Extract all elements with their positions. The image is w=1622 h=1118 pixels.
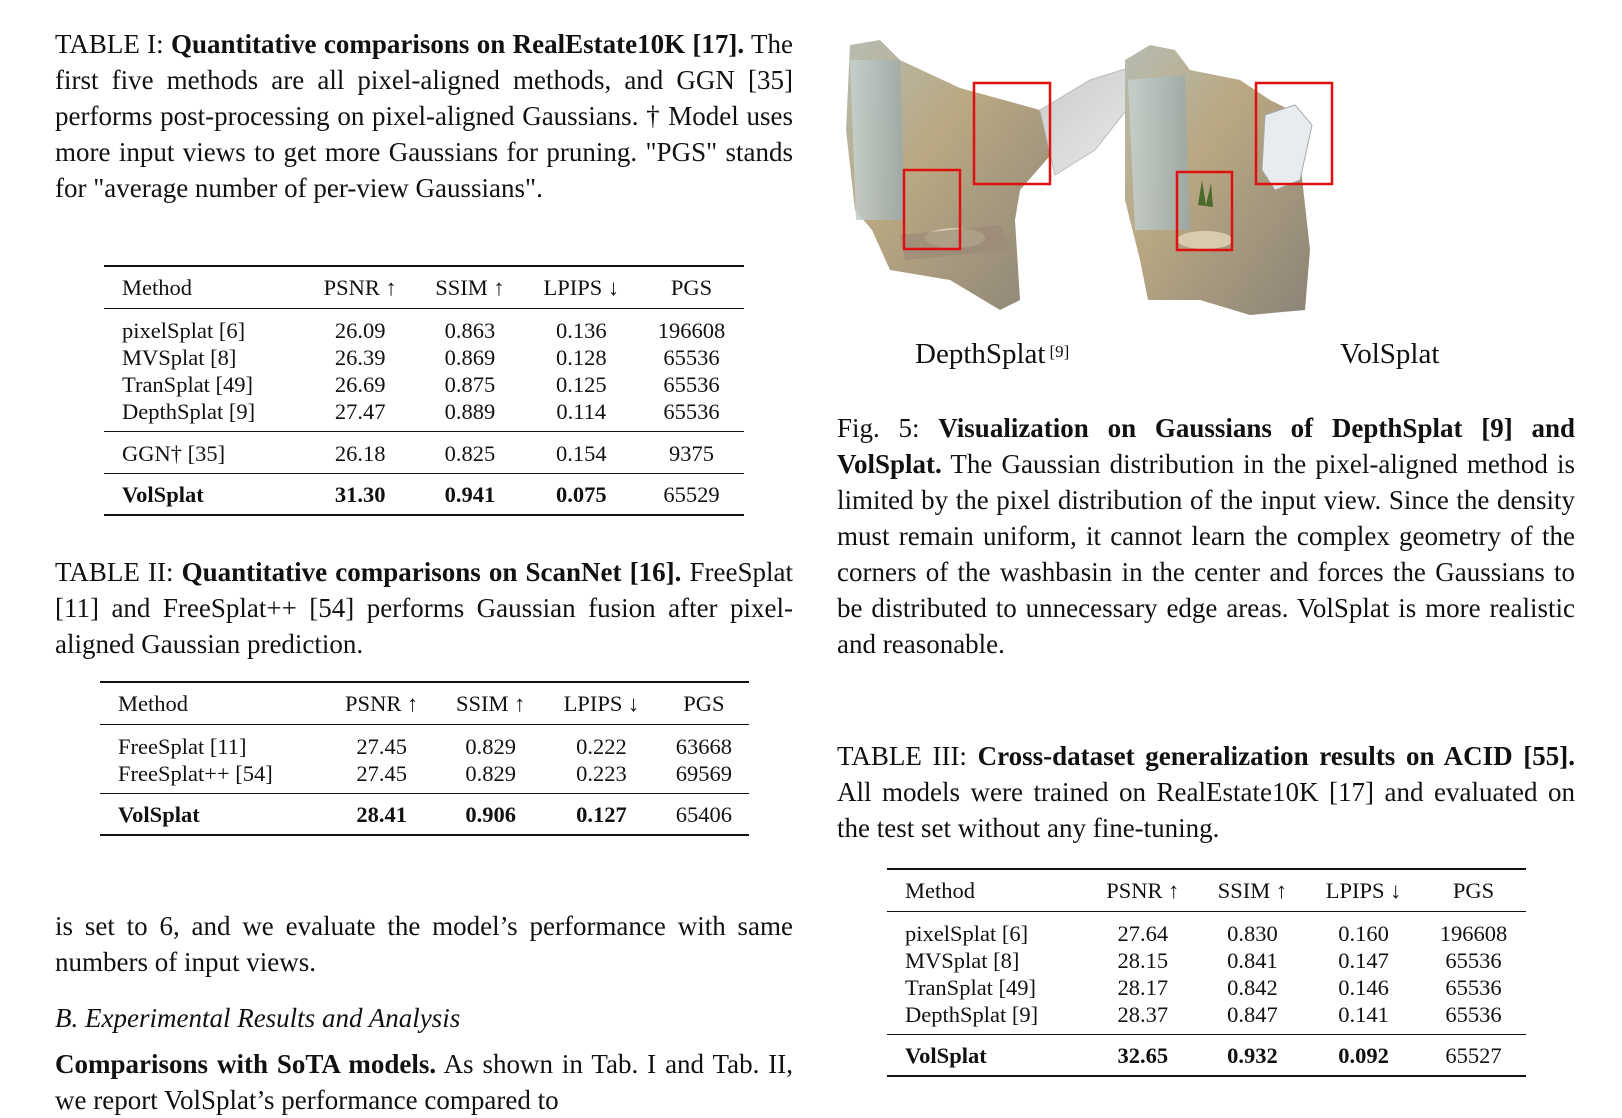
metric-cell: 28.41 bbox=[356, 801, 407, 827]
header-row bbox=[100, 682, 749, 725]
metric-cell: 0.223 bbox=[576, 761, 627, 786]
caption-label: TABLE III: bbox=[837, 741, 967, 771]
metric-cell: 26.39 bbox=[334, 345, 386, 370]
figure-label-depthsplat bbox=[915, 338, 1069, 371]
method-cell: TranSplat [49] bbox=[905, 975, 1037, 1000]
figure5-visualization bbox=[840, 28, 1580, 323]
metric-cell: 0.869 bbox=[444, 345, 496, 370]
table-row bbox=[100, 760, 749, 794]
column-header: PSNR ↑ bbox=[345, 691, 419, 716]
metric-cell: 63668 bbox=[675, 734, 732, 759]
table-row-volsplat bbox=[887, 1035, 1526, 1077]
metric-cell: 0.847 bbox=[1227, 1002, 1278, 1027]
figure-label-volsplat: VolSplat bbox=[1340, 338, 1440, 370]
section-heading: B. Experimental Results and Analysis bbox=[55, 1003, 461, 1033]
metric-cell: 0.136 bbox=[555, 318, 607, 343]
table-header bbox=[100, 682, 749, 725]
metric-cell: 196608 bbox=[1439, 921, 1508, 946]
column-header: Method bbox=[118, 691, 188, 716]
table2-scannet bbox=[100, 681, 749, 836]
metric-cell: 0.125 bbox=[555, 372, 607, 397]
method-cell: DepthSplat [9] bbox=[905, 1002, 1039, 1027]
method-cell: pixelSplat [6] bbox=[905, 921, 1029, 946]
metric-cell: 26.18 bbox=[334, 441, 386, 466]
column-header: SSIM ↑ bbox=[435, 275, 505, 300]
row-group bbox=[104, 432, 744, 474]
caption-text: The first five methods are all pixel-aligned methods, and GGN [35] performs post-processing on pixel-aligned Gaussians. † Model uses more input views to get more Gaussians for pruning. "PGS" stands for "average number of per-view Gaussians". bbox=[55, 29, 794, 203]
caption-title: Cross-dataset generalization results on ACID [55]. bbox=[977, 741, 1575, 771]
metric-cell: 0.075 bbox=[555, 481, 607, 507]
metric-cell: 0.842 bbox=[1227, 975, 1278, 1000]
table1-realestate10k bbox=[104, 265, 744, 516]
volsplat-render bbox=[1125, 45, 1332, 315]
volsplat-row-group bbox=[104, 474, 744, 516]
paragraph-text: As shown in Tab. I and Tab. II, we report VolSplat’s performance compared to bbox=[55, 1049, 794, 1115]
caption-label: Fig. 5: bbox=[837, 413, 920, 443]
caption-title: Quantitative comparisons on ScanNet [16]. bbox=[181, 557, 682, 587]
volsplat-row-group bbox=[887, 1035, 1526, 1077]
metric-cell: 28.17 bbox=[1117, 975, 1169, 1000]
header-row bbox=[104, 266, 744, 309]
metric-cell: 27.45 bbox=[356, 761, 407, 786]
metric-cell: 0.092 bbox=[1338, 1042, 1389, 1068]
column-header: Method bbox=[122, 275, 192, 300]
metric-cell: 0.932 bbox=[1227, 1042, 1278, 1068]
metric-cell: 0.889 bbox=[444, 399, 496, 424]
method-cell: FreeSplat++ [54] bbox=[118, 761, 273, 786]
header-row bbox=[887, 869, 1526, 912]
table-row bbox=[887, 947, 1526, 974]
method-cell: pixelSplat [6] bbox=[122, 318, 246, 343]
metric-cell: 65406 bbox=[675, 801, 732, 827]
metric-cell: 27.45 bbox=[356, 734, 407, 759]
metric-cell: 0.863 bbox=[444, 318, 496, 343]
metric-cell: 28.15 bbox=[1117, 948, 1169, 973]
column-header: PGS bbox=[670, 275, 713, 300]
metric-cell: 65536 bbox=[663, 372, 720, 397]
caption-text: All models were trained on RealEstate10K [17] and evaluated on the test set without any fine-tuning. bbox=[837, 777, 1575, 843]
method-cell: FreeSplat [11] bbox=[118, 734, 247, 759]
table3-caption bbox=[837, 738, 1575, 846]
column-header: PSNR ↑ bbox=[1106, 878, 1180, 903]
metric-cell: 9375 bbox=[668, 441, 714, 466]
metric-cell: 0.830 bbox=[1227, 921, 1278, 946]
metric-cell: 0.941 bbox=[444, 481, 496, 507]
column-header: SSIM ↑ bbox=[456, 691, 526, 716]
method-cell: DepthSplat [9] bbox=[122, 399, 256, 424]
caption-label: TABLE I: bbox=[55, 29, 164, 59]
metric-cell: 0.829 bbox=[465, 734, 517, 759]
table-row-volsplat bbox=[104, 474, 744, 516]
metric-cell: 0.147 bbox=[1338, 948, 1389, 973]
metric-cell: 27.47 bbox=[334, 399, 386, 424]
table2-caption bbox=[55, 554, 793, 662]
caption-title: Quantitative comparisons on RealEstate10K [17]. bbox=[171, 29, 745, 59]
table-row-volsplat bbox=[100, 794, 749, 836]
metric-cell: 0.154 bbox=[555, 441, 607, 466]
metric-cell: 0.829 bbox=[465, 761, 517, 786]
table-row bbox=[104, 398, 744, 432]
label-ref: [9] bbox=[1049, 342, 1070, 361]
caption-label: TABLE II: bbox=[55, 557, 174, 587]
metric-cell: 65527 bbox=[1445, 1042, 1502, 1068]
table-row bbox=[887, 974, 1526, 1001]
body-paragraph-comparisons bbox=[55, 1046, 793, 1118]
column-header: PGS bbox=[1452, 878, 1495, 903]
table-row bbox=[887, 1001, 1526, 1035]
metric-cell: 0.875 bbox=[444, 372, 496, 397]
method-cell: GGN† [35] bbox=[122, 441, 226, 466]
table-row bbox=[104, 344, 744, 371]
metric-cell: 0.906 bbox=[465, 801, 517, 827]
metric-cell: 0.160 bbox=[1338, 921, 1389, 946]
metric-cell: 196608 bbox=[657, 318, 726, 343]
caption-text: The Gaussian distribution in the pixel-aligned method is limited by the pixel distribution of the input view. Since the density must remain uniform, it cannot learn the complex geometry of the corners of the washbasin in the center and forces the Gaussians to be distributed to unnecessary edge areas. VolSplat is more realistic and reasonable. bbox=[837, 449, 1576, 659]
column-header: LPIPS ↓ bbox=[1325, 878, 1402, 903]
table-header bbox=[887, 869, 1526, 912]
method-cell: MVSplat [8] bbox=[905, 948, 1020, 973]
depthsplat-render bbox=[846, 40, 1170, 310]
row-group bbox=[887, 912, 1526, 1035]
metric-cell: 65536 bbox=[663, 345, 720, 370]
method-cell: TranSplat [49] bbox=[122, 372, 254, 397]
metric-cell: 65536 bbox=[1445, 1002, 1502, 1027]
column-header: Method bbox=[905, 878, 975, 903]
row-group bbox=[104, 309, 744, 432]
table-row bbox=[100, 725, 749, 761]
method-cell: VolSplat bbox=[118, 801, 200, 827]
caption-title: Visualization on Gaussians of DepthSplat [9] and VolSplat. bbox=[837, 413, 1575, 479]
metric-cell: 0.841 bbox=[1227, 948, 1278, 973]
method-cell: VolSplat bbox=[905, 1042, 987, 1068]
metric-cell: 0.146 bbox=[1338, 975, 1389, 1000]
column-header: LPIPS ↓ bbox=[563, 691, 640, 716]
metric-cell: 27.64 bbox=[1117, 921, 1169, 946]
metric-cell: 26.69 bbox=[334, 372, 386, 397]
metric-cell: 69569 bbox=[675, 761, 732, 786]
metric-cell: 65536 bbox=[1445, 948, 1502, 973]
label-text: DepthSplat bbox=[915, 338, 1046, 370]
table1-caption bbox=[55, 26, 793, 206]
metric-cell: 28.37 bbox=[1117, 1002, 1169, 1027]
table-row bbox=[887, 912, 1526, 948]
table-row bbox=[104, 309, 744, 345]
column-header: PSNR ↑ bbox=[323, 275, 397, 300]
figure5-caption bbox=[837, 410, 1575, 662]
column-header: SSIM ↑ bbox=[1217, 878, 1288, 903]
table-header bbox=[104, 266, 744, 309]
body-paragraph: is set to 6, and we evaluate the model’s performance with same numbers of input views. bbox=[55, 911, 793, 977]
metric-cell: 0.825 bbox=[444, 441, 496, 466]
metric-cell: 0.128 bbox=[555, 345, 607, 370]
metric-cell: 0.127 bbox=[576, 801, 627, 827]
method-cell: VolSplat bbox=[122, 481, 204, 507]
row-group bbox=[100, 725, 749, 794]
column-header: LPIPS ↓ bbox=[543, 275, 620, 300]
metric-cell: 65529 bbox=[663, 481, 720, 507]
table3-acid bbox=[887, 868, 1526, 1077]
metric-cell: 0.141 bbox=[1338, 1002, 1389, 1027]
metric-cell: 31.30 bbox=[334, 481, 386, 507]
metric-cell: 65536 bbox=[663, 399, 720, 424]
paragraph-lead: Comparisons with SoTA models. bbox=[55, 1049, 437, 1079]
caption-text: FreeSplat [11] and FreeSplat++ [54] performs Gaussian fusion after pixel-aligned Gaussian prediction. bbox=[55, 557, 794, 659]
metric-cell: 65536 bbox=[1445, 975, 1502, 1000]
method-cell: MVSplat [8] bbox=[122, 345, 237, 370]
metric-cell: 26.09 bbox=[334, 318, 386, 343]
table-row bbox=[104, 432, 744, 474]
table-row bbox=[104, 371, 744, 398]
metric-cell: 32.65 bbox=[1117, 1042, 1169, 1068]
volsplat-row-group bbox=[100, 794, 749, 836]
column-header: PGS bbox=[683, 691, 725, 716]
metric-cell: 0.114 bbox=[556, 399, 607, 424]
metric-cell: 0.222 bbox=[576, 734, 627, 759]
